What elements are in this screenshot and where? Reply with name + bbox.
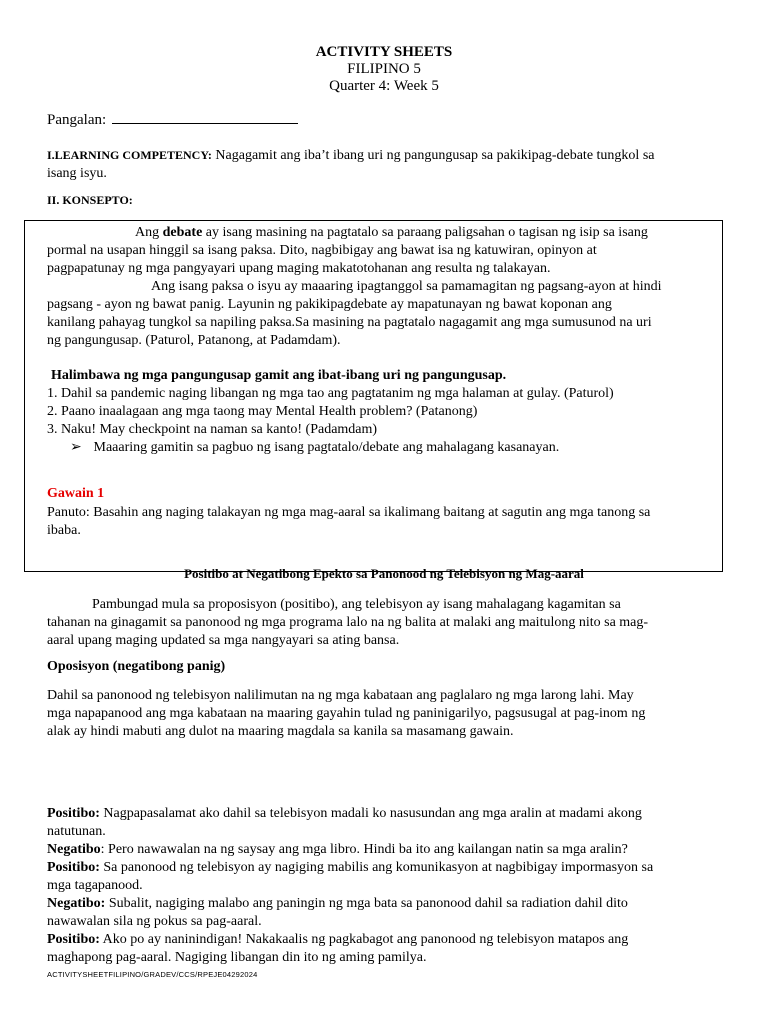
exchange-negatibo: Negatibo: Subalit, nagiging malabo ang paningin ng mga bata sa panonood dahil sa radiation dahil dito nawawalan sila ng pokus sa pag-aaral.	[47, 896, 628, 929]
speaker-label: Negatibo:	[47, 896, 106, 911]
competency-text-2: isang isyu.	[47, 166, 107, 181]
example-item: 3. Naku! May checkpoint na naman sa kanto! (Padamdam)	[47, 422, 378, 437]
debate-term: debate	[162, 225, 203, 240]
concept-paragraph-1	[47, 224, 719, 278]
bullet-text: Maaaring gamitin sa pagbuo ng isang pagtatalo/debate ang mahalagang kasanayan.	[93, 440, 560, 455]
debate-title: Positibo at Negatibong Epekto sa Panonood ng Telebisyon ng Mag-aaral	[184, 566, 584, 581]
oposisyon-line: alak ay hindi mabuti ang dulot na maaring magdala sa kanila sa masamang gawain.	[47, 724, 514, 739]
concept-p2-line-2: pagsang - ayon ng bawat panig. Layunin ng pakikipagdebate ay mapatunayan ng bawat koponan ang	[47, 297, 612, 312]
oposisyon-line: mga napapanood ang mga kabataan na maaring gayahin tulad ng paninigarilyo, pagsusugal at pag-inom ng	[47, 706, 646, 721]
concept-p2-line-3: kanilang pahayag tungkol sa napiling paksa.Sa masining na pagtatalo nagagamit ang mga sumusunod na uri	[47, 315, 652, 330]
exchange-positibo: Positibo: Nagpapasalamat ako dahil sa telebisyon madali ko nasusundan ang mga aralin at madami akong natutunan.	[47, 806, 642, 839]
sheet-title: ACTIVITY SHEETS	[315, 44, 453, 60]
intro-line: aaral upang maging updated sa mga nangyayari sa ating bansa.	[47, 633, 400, 648]
competency-text-1: Nagagamit ang iba’t ibang uri ng pangungusap sa pakikipag-debate tungkol sa	[215, 148, 655, 163]
sheet-subject: FILIPINO 5	[347, 61, 421, 77]
oposisyon-heading: Oposisyon (negatibong panig)	[47, 659, 226, 674]
footer-code: ACTIVITYSHEETFILIPINO/GRADEV/CCS/RPEJE04292024	[47, 970, 258, 979]
example-item: 2. Paano inaalagaan ang mga taong may Mental Health problem? (Patanong)	[47, 404, 478, 419]
examples-list	[47, 385, 719, 439]
debate-exchanges	[47, 805, 727, 967]
speaker-label: Positibo:	[47, 860, 100, 875]
name-field[interactable]	[47, 111, 298, 129]
name-blank-line[interactable]	[112, 111, 298, 124]
concept-p2-line-1: Ang isang paksa o isyu ay maaaring ipagtanggol sa pamamagitan ng pagsang-ayon at hindi	[151, 279, 662, 294]
oposisyon-text	[47, 687, 727, 741]
arrow-bullet-icon: ➢	[70, 440, 82, 455]
examples-heading: Halimbawa ng mga pangungusap gamit ang ibat-ibang uri ng pangungusap.	[51, 368, 507, 383]
konsepto-label: II. KONSEPTO:	[47, 193, 133, 207]
panuto	[47, 504, 719, 540]
concept-p1-line-2: pormal na usapan hinggil sa isang paksa. Dito, nagbibigay ang bawat isa ng katuwiran, opinyon at	[47, 243, 597, 258]
competency-label: I.LEARNING COMPETENCY:	[47, 148, 212, 162]
debate-intro	[47, 596, 727, 650]
concept-p1-line-3: pagpapatunay ng mga pangyayari upang maging makatotohanan ang resulta ng talakayan.	[47, 261, 551, 276]
concept-p2-line-4: ng pangungusap. (Paturol, Patanong, at Padamdam).	[47, 333, 341, 348]
exchange-negatibo: Negatibo: Pero nawawalan na ng saysay ang mga libro. Hindi ba ito ang kailangan natin sa mga aralin?	[47, 842, 628, 857]
oposisyon-line: Dahil sa panonood ng telebisyon nalilimutan na ng mga kabataan ang paglalaro ng mga larong lahi. May	[47, 688, 634, 703]
learning-competency	[47, 146, 737, 183]
intro-line: tahanan na ginagamit sa panonood ng mga programa lalo na ng balita at malaki ang maitulong nito sa mag-	[47, 615, 649, 630]
exchange-positibo: Positibo: Sa panonood ng telebisyon ay nagiging mabilis ang komunikasyon at nagbibigay impormasyon sa mga tagapanood.	[47, 860, 654, 893]
intro-line: Pambungad mula sa proposisyon (positibo), ang telebisyon ay isang mahalagang kagamitan sa	[92, 597, 621, 612]
gawain-title: Gawain 1	[47, 486, 105, 501]
example-item: 1. Dahil sa pandemic naging libangan ng mga tao ang pagtatanim ng mga halaman at gulay. (Paturol)	[47, 386, 614, 401]
speaker-label: Positibo:	[47, 806, 100, 821]
speaker-label: Negatibo	[47, 842, 101, 857]
panuto-line-1: Panuto: Basahin ang naging talakayan ng mga mag-aaral sa ikalimang baitang at sagutin ang mga tanong sa	[47, 505, 651, 520]
sheet-period: Quarter 4: Week 5	[329, 78, 439, 94]
exchange-positibo: Positibo: Ako po ay naninindigan! Nakakaalis ng pagkabagot ang panonood ng telebisyon matapos ang maghapong pag-aaral. Nagiging libangan din ito ng aming pamilya.	[47, 932, 629, 965]
concept-p1-line-1: Ang debate ay isang masining na pagtatalo sa paraang paligsahan o tagisan ng isip sa isang	[135, 225, 648, 240]
bullet-item	[70, 439, 559, 457]
concept-paragraph-2	[47, 278, 719, 350]
name-label: Pangalan:	[47, 112, 107, 128]
panuto-line-2: ibaba.	[47, 523, 81, 538]
speaker-label: Positibo:	[47, 932, 100, 947]
